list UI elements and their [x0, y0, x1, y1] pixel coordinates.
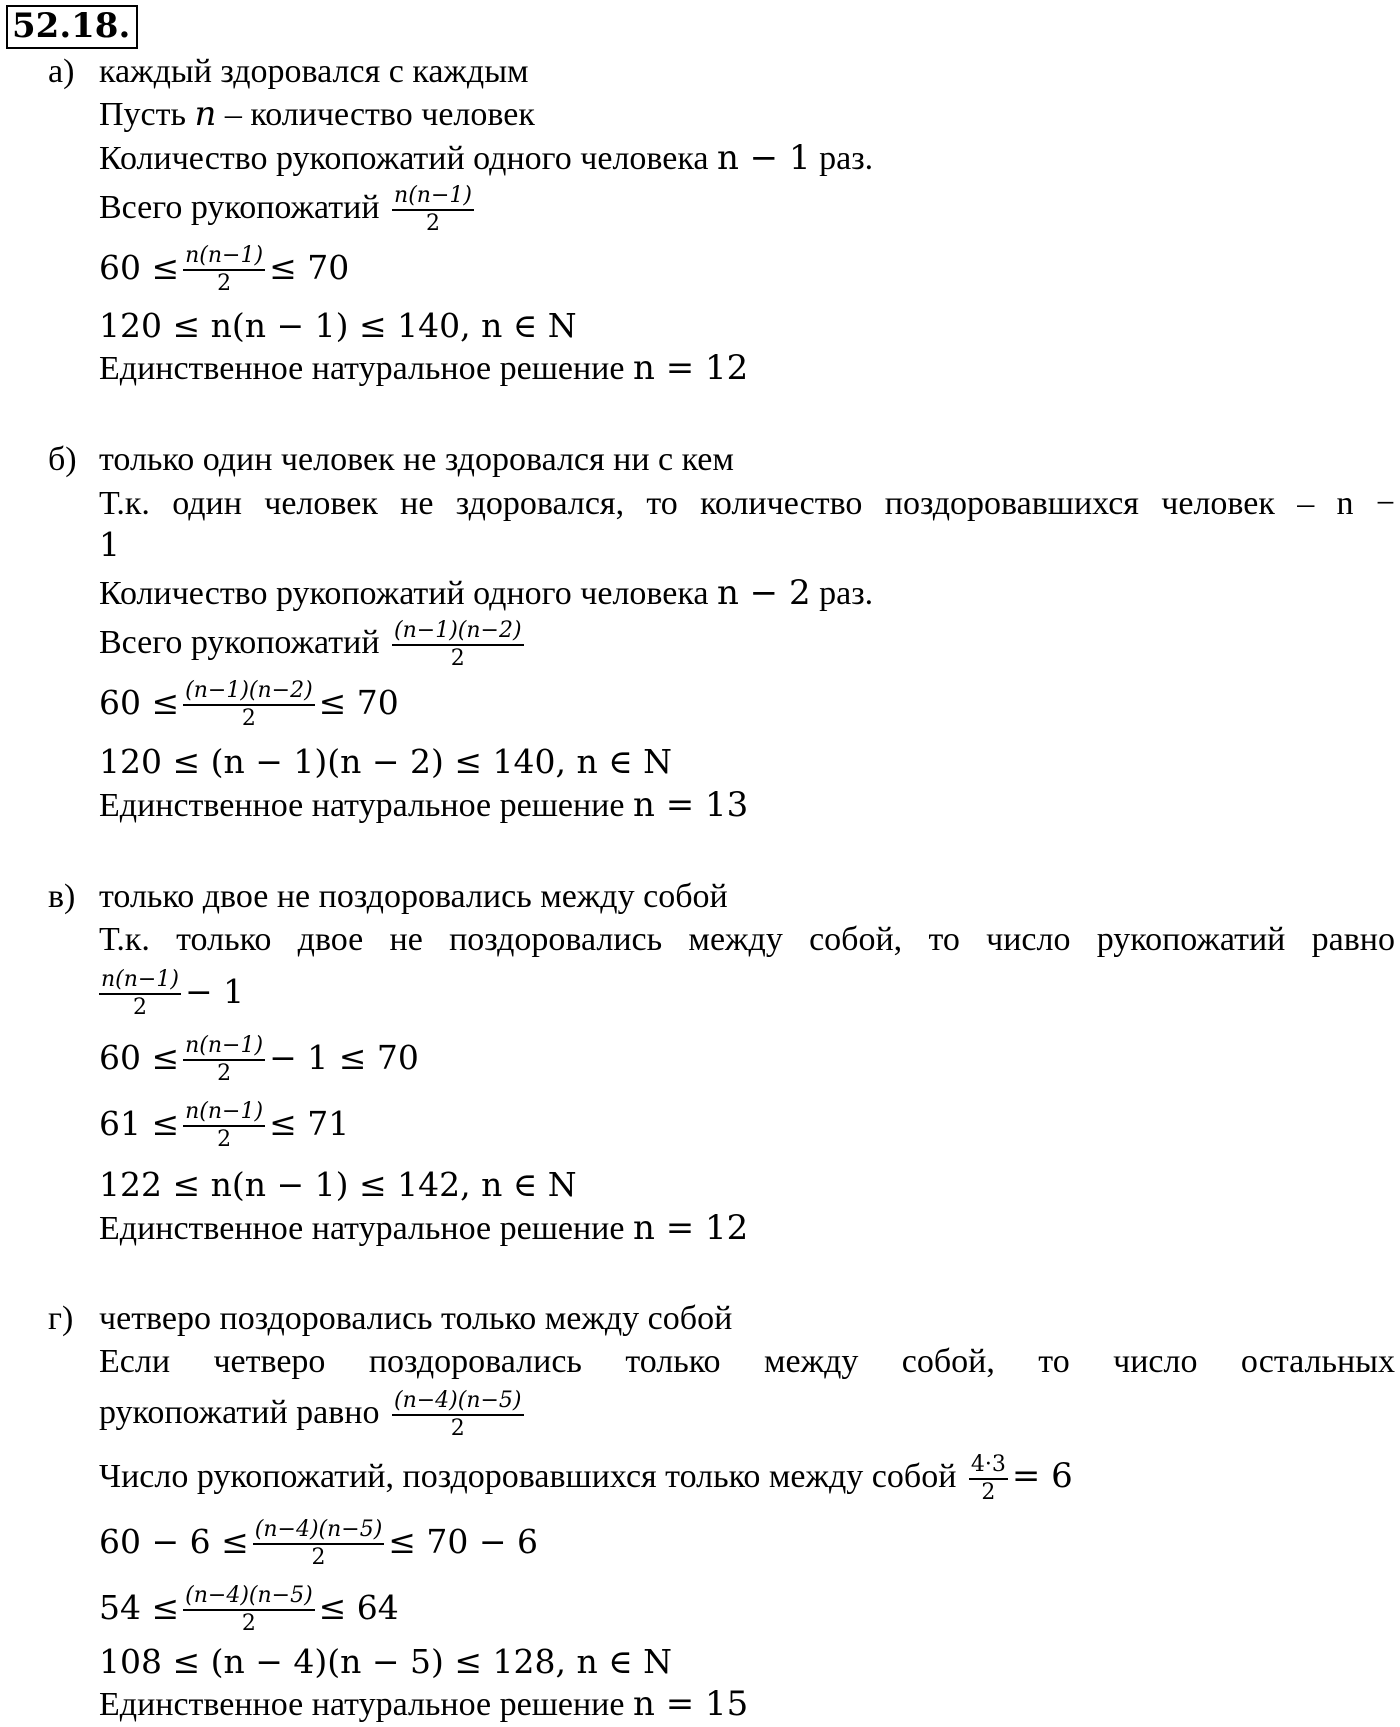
fraction: [253, 1517, 385, 1571]
fraction: [392, 183, 474, 237]
part-g-inequality-3: 108 ≤ (n − 4)(n − 5) ≤ 128, n ∈ N: [99, 1642, 673, 1681]
denominator: 2: [132, 995, 147, 1020]
denominator: 2: [450, 646, 465, 671]
right: ≤ 64: [318, 1588, 399, 1627]
part-a-inequality-1: [99, 243, 349, 297]
denominator: 2: [311, 1545, 326, 1570]
part-b-line-3: [99, 618, 528, 672]
fraction: [392, 1388, 524, 1442]
right: − 1 ≤ 70: [269, 1038, 419, 1077]
fraction: [183, 678, 315, 732]
part-a-line-2: [99, 138, 873, 179]
text: Единственное натуральное решение: [99, 787, 625, 824]
rest: − 1: [184, 972, 245, 1011]
part-g-inequality-1: [99, 1517, 538, 1571]
fraction: [969, 1452, 1008, 1506]
denominator: 2: [981, 1480, 996, 1505]
text: Всего рукопожатий: [99, 623, 380, 661]
part-v-inequality-2: [99, 1099, 349, 1153]
part-g-heading: четверо поздоровались только между собой: [99, 1300, 733, 1337]
text: Всего рукопожатий: [99, 188, 380, 226]
left: 60 ≤: [99, 248, 180, 287]
part-a-marker: а): [48, 53, 75, 90]
text: Число рукопожатий, поздоровавшихся только между собой: [99, 1457, 957, 1495]
text: Единственное натуральное решение: [99, 1210, 625, 1247]
fraction: [183, 243, 265, 297]
numerator: (n−4)(n−5): [183, 1583, 315, 1611]
part-a-heading: каждый здоровался с каждым: [99, 53, 529, 90]
part-v-line-1: Т.к. только двое не поздоровались между собой, то число рукопожатий равно: [99, 921, 1395, 958]
part-b-answer: [99, 785, 748, 826]
text: раз.: [819, 575, 874, 612]
part-g-line-3: [99, 1452, 1073, 1506]
part-g-marker: г): [48, 1300, 74, 1337]
part-v-inequality-3: 122 ≤ n(n − 1) ≤ 142, n ∈ N: [99, 1165, 577, 1204]
part-b-marker: б): [48, 441, 77, 478]
denominator: 2: [241, 706, 256, 731]
fraction: [99, 967, 181, 1021]
left: 60 ≤: [99, 683, 180, 722]
text: Единственное натуральное решение: [99, 350, 625, 387]
rest: = 6: [1011, 1455, 1073, 1496]
math: n − 2: [716, 573, 811, 613]
math: n = 12: [632, 348, 749, 388]
denominator: 2: [450, 1416, 465, 1441]
part-b-line-1-cont: 1: [99, 525, 120, 564]
problem-number: 52.18.: [6, 5, 138, 49]
denominator: 2: [217, 1061, 232, 1086]
denominator: 2: [426, 211, 440, 236]
math: n = 15: [632, 1684, 749, 1724]
denominator: 2: [217, 1127, 232, 1152]
var-n: n: [194, 94, 217, 134]
part-v-line-2: [99, 967, 244, 1021]
part-a-answer: [99, 348, 748, 389]
denominator: 2: [241, 1611, 256, 1636]
left: 61 ≤: [99, 1104, 180, 1143]
part-v-inequality-1: [99, 1033, 419, 1087]
fraction: [183, 1033, 265, 1087]
numerator: n(n−1): [183, 1099, 265, 1127]
part-v-heading: только двое не поздоровались между собой: [99, 878, 728, 915]
part-a-line-3: [99, 183, 478, 237]
numerator: n(n−1): [99, 967, 181, 995]
text: раз.: [819, 140, 874, 177]
text: Количество рукопожатий одного человека: [99, 140, 709, 177]
fraction: [183, 1583, 315, 1637]
numerator: n(n−1): [183, 1033, 265, 1061]
numerator: 4·3: [969, 1452, 1008, 1480]
math: n = 12: [632, 1208, 749, 1248]
left: 60 − 6 ≤: [99, 1522, 249, 1561]
math: n = 13: [632, 785, 749, 825]
left: 54 ≤: [99, 1588, 180, 1627]
numerator: n(n−1): [183, 243, 265, 271]
part-v-marker: в): [48, 878, 76, 915]
text: Количество рукопожатий одного человека: [99, 575, 709, 612]
part-g-answer: [99, 1684, 748, 1725]
part-b-inequality-1: [99, 678, 399, 732]
part-a-line-1: [99, 94, 535, 135]
numerator: (n−1)(n−2): [183, 678, 315, 706]
text: рукопожатий равно: [99, 1393, 380, 1431]
text: Пусть: [99, 96, 187, 133]
left: 60 ≤: [99, 1038, 180, 1077]
right: ≤ 71: [269, 1104, 350, 1143]
part-g-inequality-2: [99, 1583, 399, 1637]
fraction: [392, 618, 524, 672]
math: n − 1: [716, 138, 811, 178]
part-b-line-1: Т.к. один человек не здоровался, то количество поздоровавшихся человек – n −: [99, 485, 1395, 522]
denominator: 2: [217, 271, 232, 296]
right: ≤ 70 − 6: [388, 1522, 539, 1561]
part-v-answer: [99, 1208, 748, 1249]
part-b-line-2: [99, 573, 873, 614]
part-g-line-2: [99, 1388, 528, 1442]
numerator: (n−4)(n−5): [253, 1517, 385, 1545]
part-b-inequality-2: 120 ≤ (n − 1)(n − 2) ≤ 140, n ∈ N: [99, 742, 673, 781]
right: ≤ 70: [269, 248, 350, 287]
numerator: n(n−1): [392, 183, 474, 211]
right: ≤ 70: [318, 683, 399, 722]
text: – количество человек: [224, 96, 535, 133]
part-b-heading: только один человек не здоровался ни с кем: [99, 441, 734, 478]
text: Единственное натуральное решение: [99, 1686, 625, 1723]
part-g-line-1: Если четверо поздоровались только между собой, то число остальных: [99, 1343, 1395, 1380]
fraction: [183, 1099, 265, 1153]
part-a-inequality-2: 120 ≤ n(n − 1) ≤ 140, n ∈ N: [99, 306, 577, 345]
numerator: (n−4)(n−5): [392, 1388, 524, 1416]
numerator: (n−1)(n−2): [392, 618, 524, 646]
